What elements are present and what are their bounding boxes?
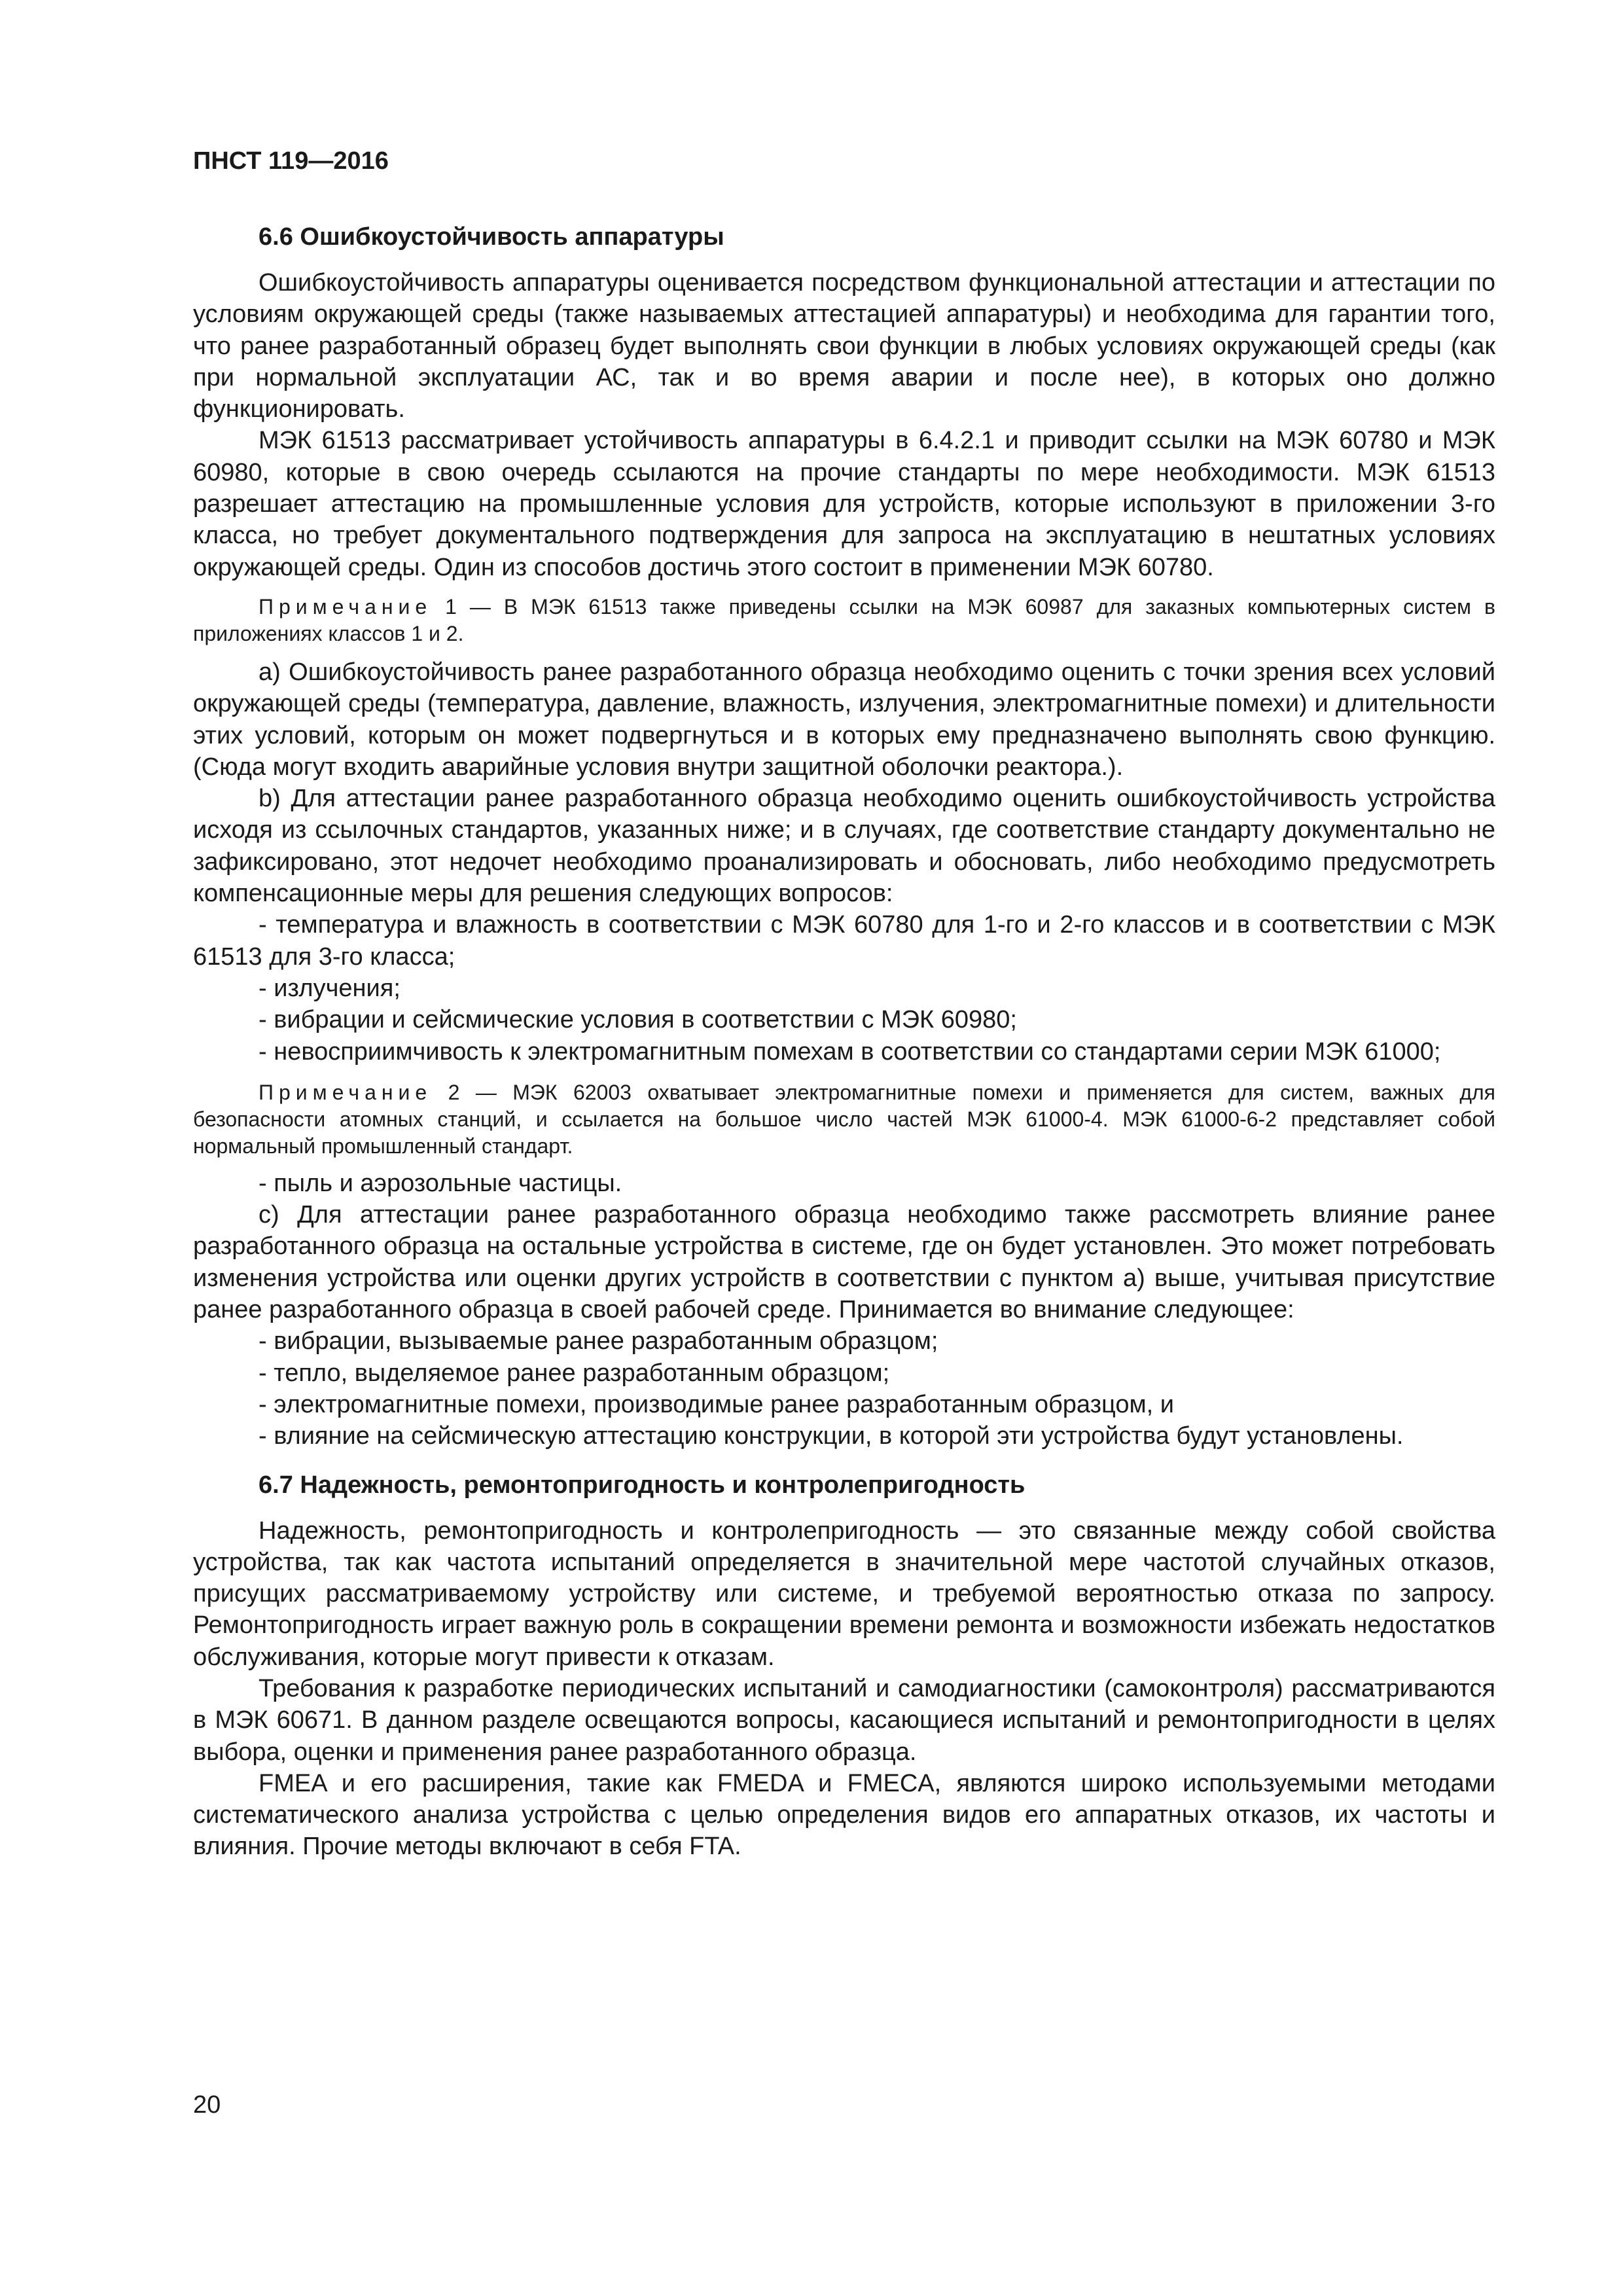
list-item: - температура и влажность в соответствии с МЭК 60780 для 1-го и 2-го классов и в соответствии с МЭК 61513 для 3-го класса; (193, 911, 1495, 971)
list-item: - вибрации, вызываемые ранее разработанным образцом; (259, 1327, 938, 1355)
list-item: - влияние на сейсмическую аттестацию конструкции, в которой эти устройства будут установлены. (259, 1422, 1404, 1450)
list-item: - электромагнитные помехи, производимые ранее разработанным образцом, и (259, 1390, 1174, 1418)
list-item: - излучения; (259, 974, 401, 1002)
paragraph: FMEA и его расширения, такие как FMEDA и FMECA, являются широко используемыми методами систематического анализа устройства с целью определения видов его аппаратных отказов, их частоты и влияния. Прочие методы включают в себя FTA. (193, 1769, 1495, 1861)
page-number: 20 (193, 2091, 221, 2119)
note-label: Примечание (259, 1080, 433, 1104)
note-label: Примечание (259, 594, 433, 619)
paragraph-item-b: b) Для аттестации ранее разработанного образца необходимо оценить ошибкоустойчивость устройства исходя из ссылочных стандартов, указанных ниже; и в случаях, где соответствие стандарту документально не зафиксировано, этот недочет необходимо проанализировать и обосновать, либо необходимо предусмотреть компенсационные меры для решения следующих вопросов: (193, 785, 1495, 908)
note-2 (193, 1079, 1495, 1160)
section-6-7-title: 6.7 Надежность, ремонтопригодность и контролепригодность (259, 1471, 1026, 1499)
list-item: - вибрации и сейсмические условия в соответствии с МЭК 60980; (259, 1006, 1017, 1034)
list-item: - тепло, выделяемое ранее разработанным образцом; (259, 1359, 890, 1387)
note-text: 1 — В МЭК 61513 также приведены ссылки на МЭК 60987 для заказных компьютерных систем в приложениях классов 1 и 2. (193, 594, 1495, 645)
note-text: 2 — МЭК 62003 охватывает электромагнитные помехи и применяется для систем, важных для безопасности атомных станций, и ссылается на большое число частей МЭК 61000-4. МЭК 61000-6-2 представляет собой нормальный промышленный стандарт. (193, 1080, 1495, 1158)
paragraph: Требования к разработке периодических испытаний и самодиагностики (самоконтроля) рассматриваются в МЭК 60671. В данном разделе освещаются вопросы, касающиеся испытаний и ремонтопригодности в целях выбора, оценки и применения ранее разработанного образца. (193, 1674, 1495, 1766)
list-item: - пыль и аэрозольные частицы. (259, 1169, 622, 1197)
document-page (193, 145, 1495, 1863)
paragraph-item-c: c) Для аттестации ранее разработанного образца необходимо также рассмотреть влияние ранее разработанного образца на остальные устройства в системе, где он будет установлен. Это может потребовать изменения устройства или оценки других устройств в соответствии с пунктом a) выше, учитывая присутствие ранее разработанного образца в своей рабочей среде. Принимается во внимание следующее: (193, 1201, 1495, 1324)
paragraph: Надежность, ремонтопригодность и контролепригодность — это связанные между собой свойства устройства, так как частота испытаний определяется в значительной мере частотой случайных отказов, присущих рассматриваемому устройству или системе, и требуемой вероятностью отказа по запросу. Ремонтопригодность играет важную роль в сокращении времени ремонта и возможности избежать недостатков обслуживания, которые могут привести к отказам. (193, 1516, 1495, 1671)
paragraph-item-a: a) Ошибкоустойчивость ранее разработанного образца необходимо оценить с точки зрения всех условий окружающей среды (температура, давление, влажность, излучения, электромагнитные помехи) и длительности этих условий, которым он может подвергнуться и в которых ему предназначено выполнять свою функцию. (Сюда могут входить аварийные условия внутри защитной оболочки реактора.). (193, 658, 1495, 781)
list-item: - невосприимчивость к электромагнитным помехам в соответствии со стандартами серии МЭК 61000; (259, 1037, 1441, 1066)
section-6-6-title: 6.6 Ошибкоустойчивость аппаратуры (259, 223, 724, 251)
paragraph: Ошибкоустойчивость аппаратуры оценивается посредством функциональной аттестации и аттестации по условиям окружающей среды (также называемых аттестацией аппаратуры) и необходима для гарантии того, что ранее разработанный образец будет выполнять свои функции в любых условиях окружающей среды (как при нормальной эксплуатации АС, так и во время аварии и после нее), в которых оно должно функционировать. (193, 269, 1495, 423)
document-code: ПНСТ 119—2016 (193, 147, 389, 175)
paragraph: МЭК 61513 рассматривает устойчивость аппаратуры в 6.4.2.1 и приводит ссылки на МЭК 60780 и МЭК 60980, которые в свою очередь ссылаются на прочие стандарты по мере необходимости. МЭК 61513 разрешает аттестацию на промышленные условия для устройств, которые используют в приложении 3-го класса, но требует документального подтверждения для запроса на эксплуатацию в нештатных условиях окружающей среды. Один из способов достичь этого состоит в применении МЭК 60780. (193, 427, 1495, 581)
note-1 (193, 594, 1495, 647)
